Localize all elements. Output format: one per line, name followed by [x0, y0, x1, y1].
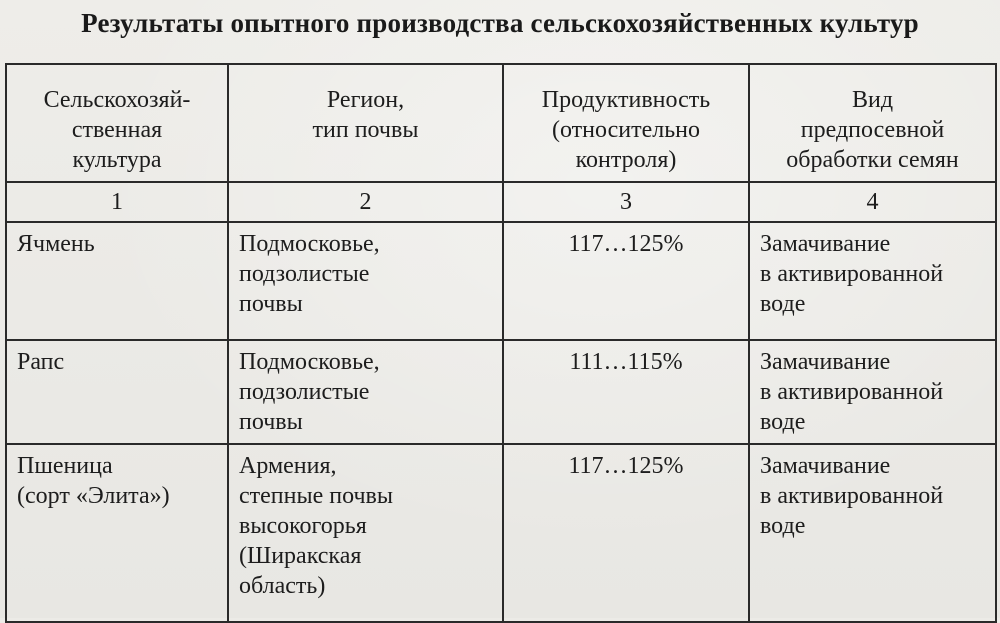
treatment-cell: Замачивание в активированной воде [749, 340, 996, 444]
productivity-cell: 117…125% [503, 222, 749, 340]
column-number: 4 [749, 182, 996, 222]
region-cell: Подмосковье, подзолистые почвы [228, 340, 503, 444]
header-treatment: Вид предпосевной обработки семян [749, 64, 996, 182]
results-table [5, 63, 997, 623]
table-title: Результаты опытного производства сельскохозяйственных культур [81, 8, 919, 38]
productivity-cell: 117…125% [503, 444, 749, 622]
column-number: 3 [503, 182, 749, 222]
table-row [6, 340, 996, 444]
table-row [6, 444, 996, 622]
column-number-row [6, 182, 996, 222]
treatment-cell: Замачивание в активированной воде [749, 222, 996, 340]
region-cell: Подмосковье, подзолистые почвы [228, 222, 503, 340]
header-crop: Сельскохозяй- ственная культура [6, 64, 228, 182]
productivity-cell: 111…115% [503, 340, 749, 444]
header-productivity: Продуктивность (относительно контроля) [503, 64, 749, 182]
column-number: 2 [228, 182, 503, 222]
crop-cell: Ячмень [6, 222, 228, 340]
column-number: 1 [6, 182, 228, 222]
region-cell: Армения, степные почвы высокогорья (Ширакская область) [228, 444, 503, 622]
crop-cell: Рапс [6, 340, 228, 444]
crop-cell: Пшеница (сорт «Элита») [6, 444, 228, 622]
table-row [6, 222, 996, 340]
treatment-cell: Замачивание в активированной воде [749, 444, 996, 622]
header-row [6, 64, 996, 182]
header-region: Регион, тип почвы [228, 64, 503, 182]
